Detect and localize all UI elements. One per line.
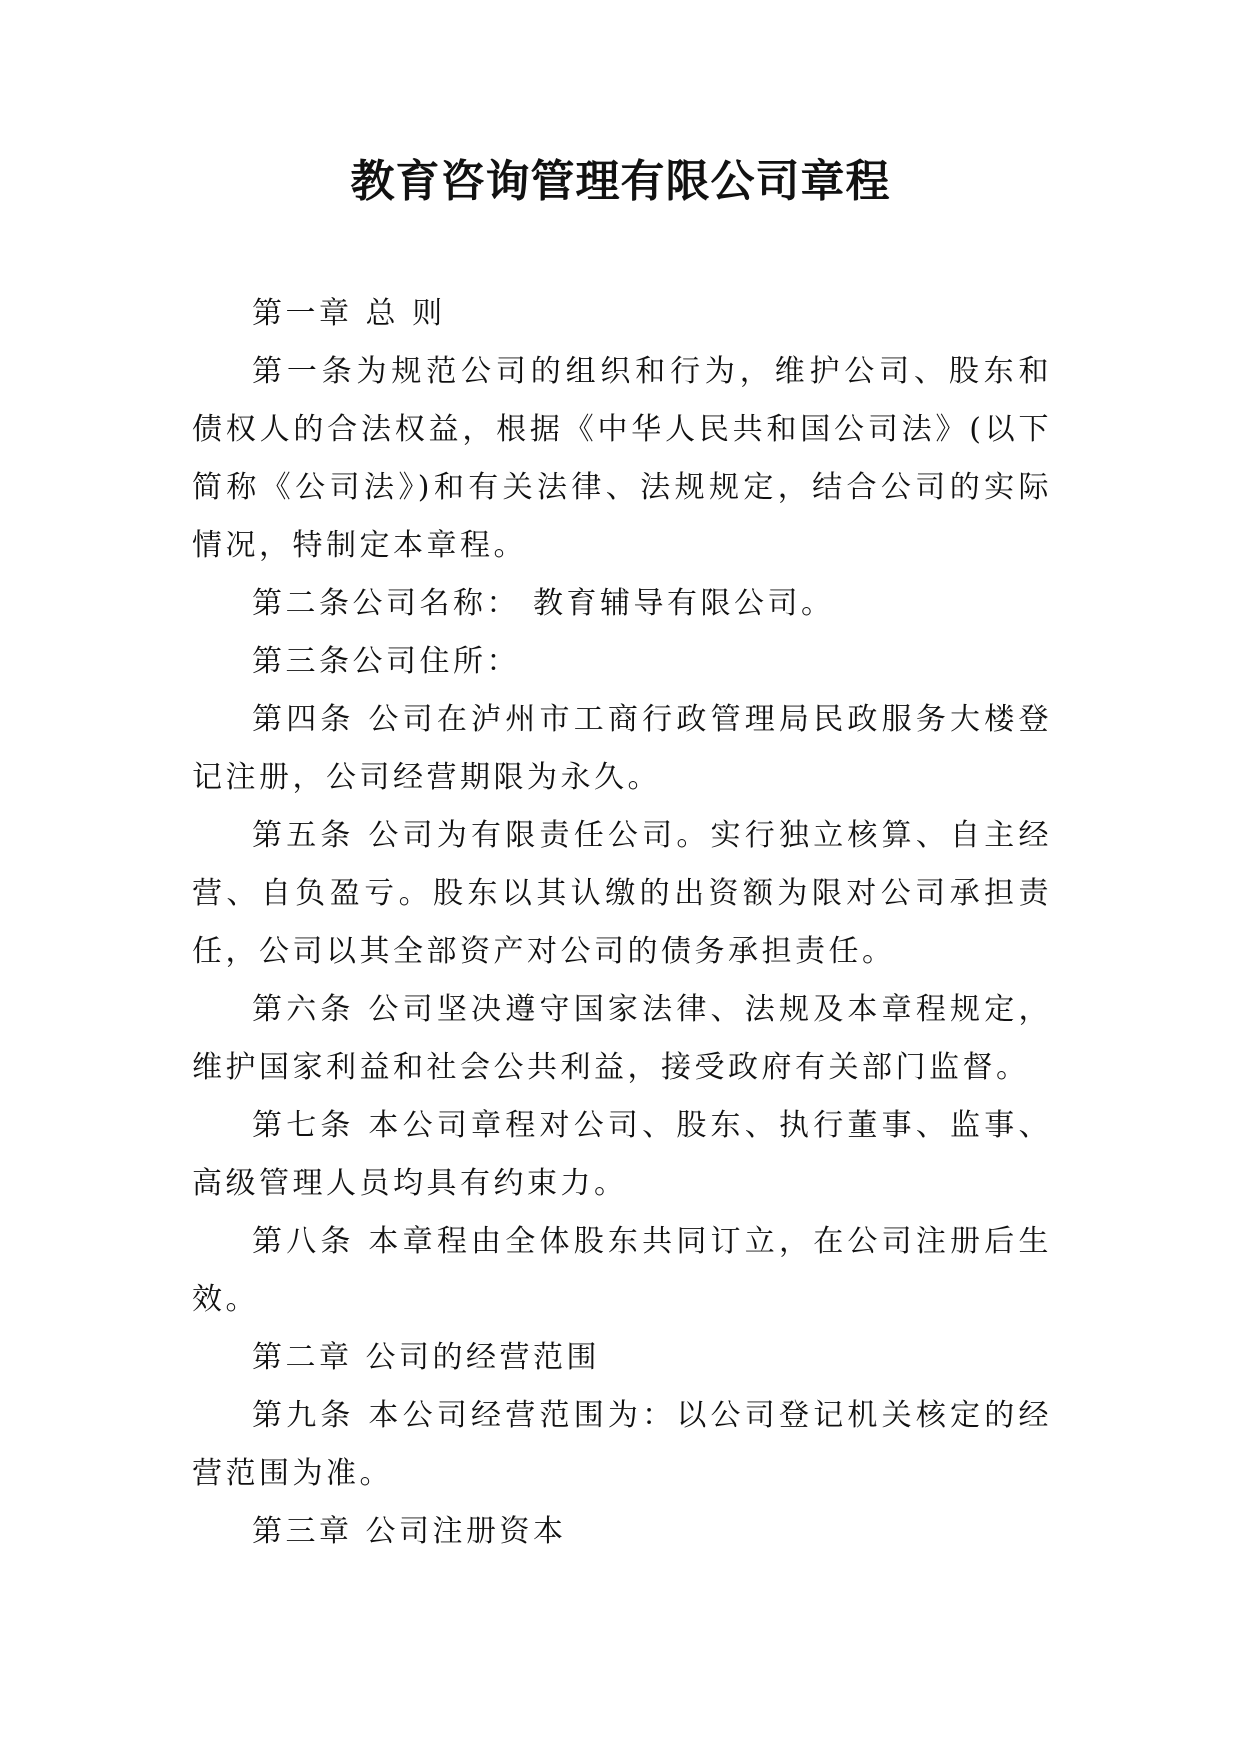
article-4: 第四条 公司在泸州市工商行政管理局民政服务大楼登记注册，公司经营期限为永久。 <box>192 702 1052 795</box>
article-6: 第六条 公司坚决遵守国家法律、法规及本章程规定，维护国家利益和社会公共利益，接受政府有关部门监督。 <box>192 992 1052 1085</box>
article-3: 第三条公司住所： <box>252 644 520 679</box>
article-2: 第二条公司名称： 教育辅导有限公司。 <box>252 586 835 621</box>
article-9: 第九条 本公司经营范围为：以公司登记机关核定的经营范围为准。 <box>192 1398 1052 1491</box>
article-1: 第一条为规范公司的组织和行为，维护公司、股东和债权人的合法权益，根据《中华人民共和国公司法》(以下简称《公司法》)和有关法律、法规规定，结合公司的实际情况，特制定本章程。 <box>192 354 1052 563</box>
chapter-1-heading: 第一章 总 则 <box>252 296 446 331</box>
article-8: 第八条 本章程由全体股东共同订立，在公司注册后生效。 <box>192 1224 1052 1317</box>
document-body <box>192 285 1052 1561</box>
document-title: 教育咨询管理有限公司章程 <box>350 156 891 207</box>
chapter-3-heading: 第三章 公司注册资本 <box>252 1514 567 1549</box>
chapter-2-heading: 第二章 公司的经营范围 <box>252 1340 601 1375</box>
article-5: 第五条 公司为有限责任公司。实行独立核算、自主经营、自负盈亏。股东以其认缴的出资额为限对公司承担责任，公司以其全部资产对公司的债务承担责任。 <box>192 818 1052 969</box>
article-7: 第七条 本公司章程对公司、股东、执行董事、监事、高级管理人员均具有约束力。 <box>192 1108 1052 1201</box>
